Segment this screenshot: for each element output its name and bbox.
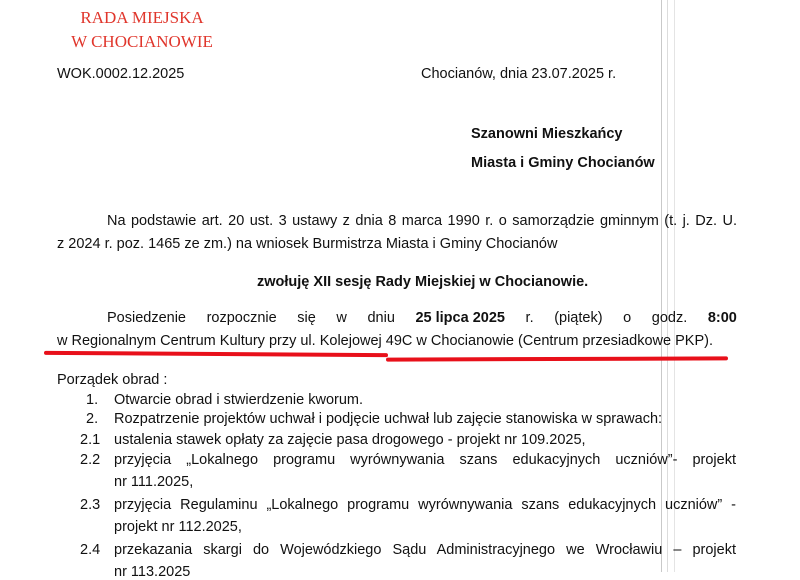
red-underline [44, 351, 388, 357]
meeting-word: się [297, 310, 316, 326]
meeting-word: o [623, 310, 632, 326]
agenda-item-text: przyjęcia „Lokalnego programu wyrównywania szans edukacyjnych uczniów”- projekt [114, 452, 736, 468]
agenda-item-text: przekazania skargi do Wojewódzkiego Sądu Administracyjnego we Wrocławiu – projekt [114, 542, 736, 558]
meeting-word: rozpocznie [206, 310, 277, 326]
agenda-item-number: 1. [86, 392, 99, 408]
meeting-word: w [336, 310, 347, 326]
reference-number: WOK.0002.12.2025 [57, 66, 185, 82]
meeting-line-1 [107, 310, 737, 326]
agenda-item-text: przyjęcia Regulaminu „Lokalnego programu wyrównywania szans edukacyjnych uczniów” - [114, 497, 736, 513]
agenda-item-number: 2.1 [80, 432, 101, 448]
agenda-item-continuation: nr 111.2025, [114, 474, 194, 490]
meeting-word: Posiedzenie [107, 310, 186, 326]
meeting-time: 8:00 [707, 310, 737, 326]
meeting-word: dniu [367, 310, 395, 326]
intro-line-2: z 2024 r. poz. 1465 ze zm.) na wniosek Burmistrza Miasta i Gminy Chocianów [57, 236, 558, 252]
agenda-item-continuation: nr 113.2025 [114, 564, 191, 580]
meeting-word: r. [525, 310, 534, 326]
header-line-2: W CHOCIANOWIE [71, 32, 213, 51]
header-line-1: RADA MIEJSKA [80, 8, 204, 27]
addressee-line-1: Szanowni Mieszkańcy [471, 126, 623, 142]
meeting-word: godz. [651, 310, 688, 326]
agenda-item-text: Otwarcie obrad i stwierdzenie kworum. [114, 392, 364, 408]
scan-edge-line [674, 0, 675, 572]
addressee-line-2: Miasta i Gminy Chocianów [471, 155, 655, 171]
red-underline [386, 356, 728, 361]
place-and-date: Chocianów, dnia 23.07.2025 r. [421, 66, 617, 82]
convene-statement: zwołuję XII sesję Rady Miejskiej w Chocianowie. [257, 274, 589, 290]
meeting-location: w Regionalnym Centrum Kultury przy ul. Kolejowej 49C w Chocianowie (Centrum przesiadkowe PKP). [57, 333, 713, 349]
agenda-item-number: 2. [86, 411, 99, 427]
agenda-item-number: 2.4 [80, 542, 101, 558]
scan-edge-line [661, 0, 662, 572]
meeting-word: (piątek) [554, 310, 603, 326]
scan-edge-line [667, 0, 668, 572]
intro-line-1: Na podstawie art. 20 ust. 3 ustawy z dnia 8 marca 1990 r. o samorządzie gminnym (t. j. Dz. U. [107, 213, 737, 229]
agenda-item-number: 2.2 [80, 452, 101, 468]
agenda-title: Porządek obrad : [57, 372, 168, 388]
agenda-item-continuation: projekt nr 112.2025, [114, 519, 242, 535]
meeting-date: 25 lipca 2025 [415, 310, 505, 326]
agenda-item-text: ustalenia stawek opłaty za zajęcie pasa drogowego - projekt nr 109.2025, [114, 432, 586, 448]
agenda-item-number: 2.3 [80, 497, 101, 513]
council-header [62, 6, 222, 54]
agenda-item-text: Rozpatrzenie projektów uchwał i podjęcie uchwał lub zajęcie stanowiska w sprawach: [114, 411, 663, 427]
